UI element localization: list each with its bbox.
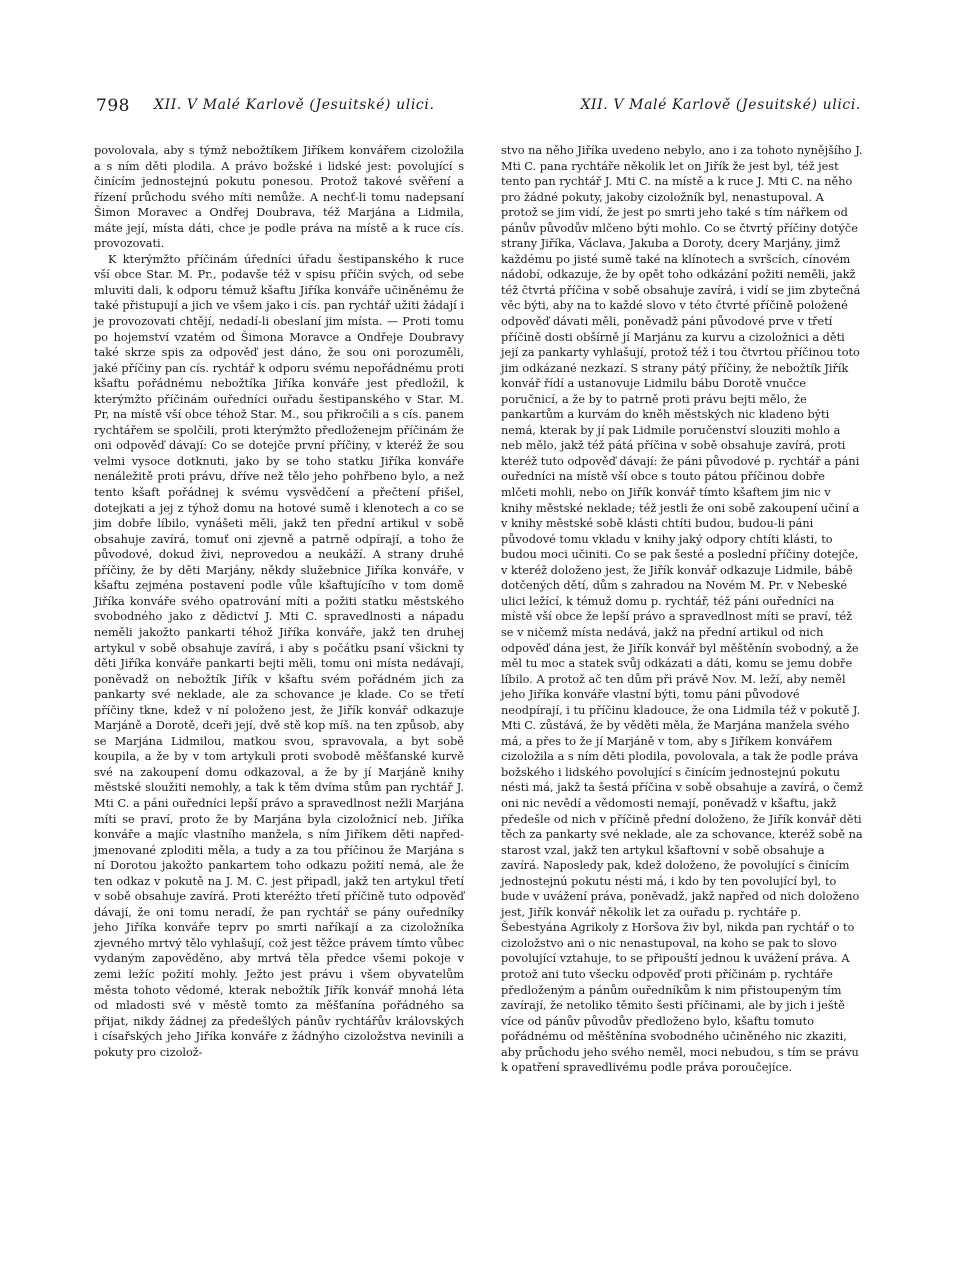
right-column	[501, 143, 864, 1076]
running-head-left: XII. V Malé Karlově (Jesuitské) ulici.	[154, 97, 435, 113]
paragraph: stvo na něho Jiříka uvedeno nebylo, ano i za tohoto nynějšího J. Mti C. pana rychtáře několik let on Jiřík že jest byl, též jest tento pan rychtář J. Mti C. na místě a k ruce J. Mti C. na něho pro žádné pokuty, jakoby cizoložník byl, nenastupoval. A protož se jim vidí, že jest po smrti jeho také s tím nářkem od pánův původův mlčeno býti mohlo. Co se čtvrtý příčiny dotýče strany Jiříka, Václava, Jakuba a Doroty, dcery Marjány, jimž každému po jisté sumě také na klínotech a svršcích, cínovém nádobí, odkazuje, že by opět toho odkázání požiti neměli, jakž též čtvrtá příčina v sobě obsahuje zavírá, i vidí se jim zbytečná věc býti, aby na to každé slovo v této čtvrté příčině položené odpověď dávati měli, poněvadž páni původové prve v třetí příčině dosti obšírně jí Marjánu za kurvu a cizoložnici a děti její za pankarty vyhlašují, protož též i tou čtvrtou příčinou toto jim odkázané nezkazí. S strany pátý příčiny, že nebožtík Jiřík konvář řídí a ustanovuje Lidmilu bábu Dorotě vnučce poručnicí, a že by to patrně proti právu bejti mělo, že pankartům a kurvám do kněh městských nic kladeno býti nemá, kterak by jí pak Lidmile poručenství slouziti mohlo a neb mělo, jakž též pátá příčina v sobě obsahuje zavírá, proti kteréž tuto odpověď dávají: že páni původové p. rychtář a páni ouředníci na místě vší obce s touto pátou příčinou dobře mlčeti mohli, nebo on Jiřík konvář tímto kšaftem jim nic v knihy městské neklade; též jestli že oni sobě zakoupení učiní a v knihy městské sobě klásti chtíti budou, budou-li páni původové tomu vkladu v knihy jaký odpory chtíti klásti, to budou moci učiniti. Co se pak šesté a poslední příčiny dotejče, v kteréž doloženo jest, že Jiřík konvář odkazuje Lidmile, bábě dotčených dětí, dům s zahradou na Novém M. Pr. v Nebeské ulici ležící, k témuž domu p. rychtář, též páni ouředníci na místě vší obce že lepší právo a spravedlnost míti se praví, též se v ničemž místa nedává, jakž na přední artikul od nich odpověď dána jest, že Jiřík konvář byl měštěnín svobodný, a že měl tu moc a statek svůj odkázati a dáti, komu se jemu dobře líbilo. A protož ač ten dům při právě Nov. M. leží, aby neměl jeho Jiříka konváře vlastní býti, tomu páni původové neodpírají, i tu příčinu kladouce, že ona Lidmila též v pokutě J. Mti C. zůstává, že by věděti měla, že Marjána manžela svého má, a přes to že jí Marjáně v tom, aby s Jiříkem konvářem cizoložila a s ním děti plodila, povolovala, a tak že podle práva božského i lidského povolující s činícím jednostejnú pokutu nésti má, jakž ta šestá příčina v sobě obsahuje a zavírá, o čemž oni nic nevědí a vědomosti nemají, poněvadž v kšaftu, jakž předešle od nich v příčině přední doloženo, že Jiřík konvář děti těch za pankarty své neklade, ale za schovance, kteréž sobě na starost vzal, jakž ten artykul kšaftovní v sobě obsahuje a zavírá. Naposledy pak, kdež doloženo, že povolující s činícím jednostejnú pokutu nésti má, i kdo by ten povolující byl, to bude v uvážení práva, poněvadž, jakž napřed od nich doloženo jest, Jiřík konvář několik let za ouřadu p. rychtáře p. Šebestyána Agrikoly z Horšova živ byl, nikda pan rychtář o to cizoložstvo ani o nic nenastupoval, na koho se pak to slovo povolující vztahuje, to se připouští jednou k uvážení práva. A protož ani tuto všecku odpověď proti příčinám p. rychtáře předloženým a pánům ouředníkům k nim přistoupeným tím zavírají, že netoliko těmito šesti příčinami, ale by jich i ještě více od pánův původův předloženo bylo, kšaftu tomuto pořádnému od měštěnína svobodného učiněného nic zkaziti, aby průchodu jeho svého neměl, moci nebudou, s tím se právu k opatření spravedlivému podle práva poroučejíce.	[501, 144, 863, 1075]
left-column	[94, 143, 464, 1060]
page-number: 798	[96, 96, 130, 116]
page-header	[96, 96, 861, 120]
paragraph: povolovala, aby s týmž nebožtíkem Jiříkem konvářem cizoložila a s ním děti plodila. A právo božské i lidské jest: povolující s činícím jednostejnú pokutu ponesou. Protož takové svěření a řízení průchodu svého míti nemůže. A nechť-li tomu nadepsaní Šimon Moravec a Ondřej Doubrava, též Marjána a Lidmila, máte její, místa dáti, chce je podle práva na místě a k ruce cís. provozovati.	[94, 144, 464, 251]
running-head-right: XII. V Malé Karlově (Jesuitské) ulici.	[580, 97, 861, 113]
paragraph: K kterýmžto příčinám úředníci úřadu šestipanského k ruce vší obce Star. M. Pr., podavše též v spisu příčin svých, od sebe mluviti dali, k odporu témuž kšaftu Jiříka konváře učiněnému že také přistupují a jich ve všem jako i cís. pan rychtář užiti žádají i je provozovati chtějí, nedadí-li obeslaní jim místa. — Proti tomu po hojemství vzatém od Šimona Moravce a Ondřeje Doubravy také skrze spis za odpověď jest dáno, že sou oni porozuměli, jaké příčiny pan cís. rychtář k odporu svému nepořádnému proti kšaftu pořádnému nebožtíka Jiříka konváře jest předložil, k kterýmžto příčinám ouředníci ouřadu šestipanského v Star. M. Pr, na místě vší obce téhož Star. M., sou přikročili a s cís. panem rychtářem se spolčili, proti kterýmžto předloženejm příčinám že oni odpověď dávají: Co se dotejče první příčiny, v kteréž že sou velmi vysoce dotknuti, jako by se toho statku Jiříka konváře nenáležitě proti právu, dříve než tělo jeho pohřbeno bylo, a než tento kšaft pořádnej k svému vysvědčení a přečtení přišel, dotejkati a jej z týhož domu na hotové sumě i klenotech a co se jim dobře líbilo, vynášeti měli, jakž ten přední artikul v sobě obsahuje zavírá, tomuť oni zjevně a patrně odpírají, a toho že původové, dokud živi, neprovedou a neukáží. A strany druhé příčiny, že by děti Marjány, někdy služebnice Jiříka konváře, v kšaftu zejména postavení podle vůle kšaftujícího v tom domě Jiříka konváře svého opatrování míti a požiti statku městského svobodného jako z dědictví J. Mti C. spravedlnosti a nápadu neměli jakožto pankarti téhož Jiříka konváře, jakž ten druhej artykul v sobě obsahuje zavírá, i aby s počátku psaní všickni ty děti Jiříka konváře pankarti bejti měli, tomu oni místa nedávají, poněvadž on nebožtík Jiřík v kšaftu svém pořádném jich za pankarty své neklade, ale za schovance je klade. Co se třetí příčiny tkne, kdež v ní položeno jest, že Jiřík konvář odkazuje Marjáně a Dorotě, dceři její, dvě stě kop míš. na ten způsob, aby se Marjána Lidmilou, matkou svou, spravovala, a byt sobě koupila, a že by v tom artykuli proti svobodě měšťanské kurvě své na zakoupení domu odkazoval, a že by jí Marjáně knihy městské sloužiti nemohly, a tak k těm dvíma stům pan rychtář J. Mti C. a páni ouředníci lepší právo a spravedlnost nežli Marjána míti se praví, proto že by Marjána byla cizoložnicí neb. Jiříka konváře a majíc vlastního manžela, s ním Jiříkem děti napřed-jmenované zploditi měla, a tudy a za tou příčinou že Marjána s ní Dorotou jakožto pankartem toho odkazu požití nemá, ale že ten odkaz v pokutě na J. M. C. jest připadl, jakž ten artykul třetí v sobě obsahuje zavírá. Proti kteréžto třetí příčině tuto odpověď dávají, že oni tomu neradí, že pan rychtář se pány ouředníky jeho Jiříka konváře teprv po smrti naříkají a za cizoložníka zjevného mrtvý tělo vyhlašují, což jest těžce právem tímto vůbec vydaným zapověděno, aby mrtvá těla předce všemi pokoje v zemi ležíc požití mohly. Ježto jest právu i všem obyvatelům města tohoto vědomé, kterak nebožtík Jiřík konvář mnohá léta od mladosti své v městě tomto za měšťanína pořádného sa přijat, nikdy žádnej za předešlých pánův rychtářův královských i císařských jeho Jiříka konváře z žádnýho cizoložstva nevinili a pokuty pro cizolož-	[94, 252, 464, 1059]
